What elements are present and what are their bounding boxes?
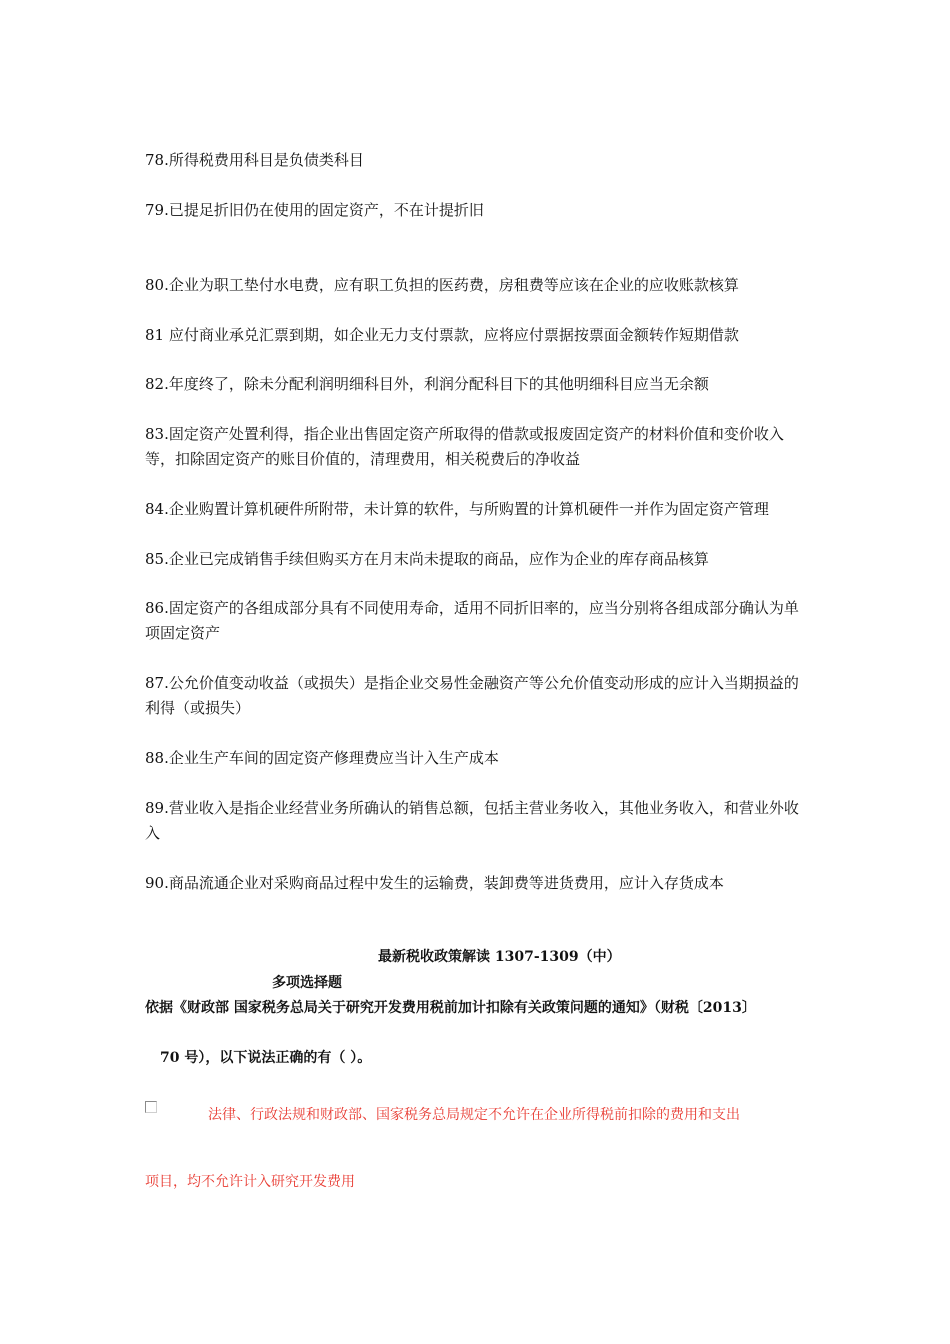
item-88: 88.企业生产车间的固定资产修理费应当计入生产成本 [145,749,499,767]
item-82: 82.年度终了，除未分配利润明细科目外，利润分配科目下的其他明细科目应当无余额 [145,375,709,393]
item-85: 85.企业已完成销售手续但购买方在月末尚未提取的商品，应作为企业的库存商品核算 [145,550,709,568]
item-83: 83.固定资产处置利得，指企业出售固定资产所取得的借款或报废固定资产的材料价值和变价收入等，扣除固定资产的账目价值的，清理费用，相关税费后的净收益 [145,425,784,468]
question-text-line2: 70 号），以下说法正确的有（ ）。 [160,1050,372,1066]
item-87: 87.公允价值变动收益（或损失）是指企业交易性金融资产等公允价值变动形成的应计入当期损益的利得（或损失） [145,674,799,717]
item-78: 78.所得税费用科目是负债类科目 [145,151,364,169]
question-type: 多项选择题 [272,975,342,991]
option-text-line2: 项目，均不允许计入研究开发费用 [145,1174,355,1190]
item-86: 86.固定资产的各组成部分具有不同使用寿命，适用不同折旧率的，应当分别将各组成部分确认为单项固定资产 [145,599,799,642]
item-81: 81 应付商业承兑汇票到期，如企业无力支付票款，应将应付票据按票面金额转作短期借款 [145,326,739,344]
option-checkbox[interactable] [145,1101,157,1113]
item-80: 80.企业为职工垫付水电费，应有职工负担的医药费，房租费等应该在企业的应收账款核算 [145,276,739,294]
item-89: 89.营业收入是指企业经营业务所确认的销售总额，包括主营业务收入，其他业务收入，和营业外收入 [145,799,799,842]
item-90: 90.商品流通企业对采购商品过程中发生的运输费，装卸费等进货费用，应计入存货成本 [145,874,724,892]
section-title: 最新税收政策解读 1307-1309（中） [378,949,621,965]
item-79: 79.已提足折旧仍在使用的固定资产，不在计提折旧 [145,201,484,219]
question-text-line1: 依据《财政部 国家税务总局关于研究开发费用税前加计扣除有关政策问题的通知》（财税〔2013〕 [145,1000,756,1016]
item-84: 84.企业购置计算机硬件所附带，未计算的软件，与所购置的计算机硬件一并作为固定资产管理 [145,500,769,518]
option-text-line1: 法律、行政法规和财政部、国家税务总局规定不允许在企业所得税前扣除的费用和支出 [208,1107,740,1123]
